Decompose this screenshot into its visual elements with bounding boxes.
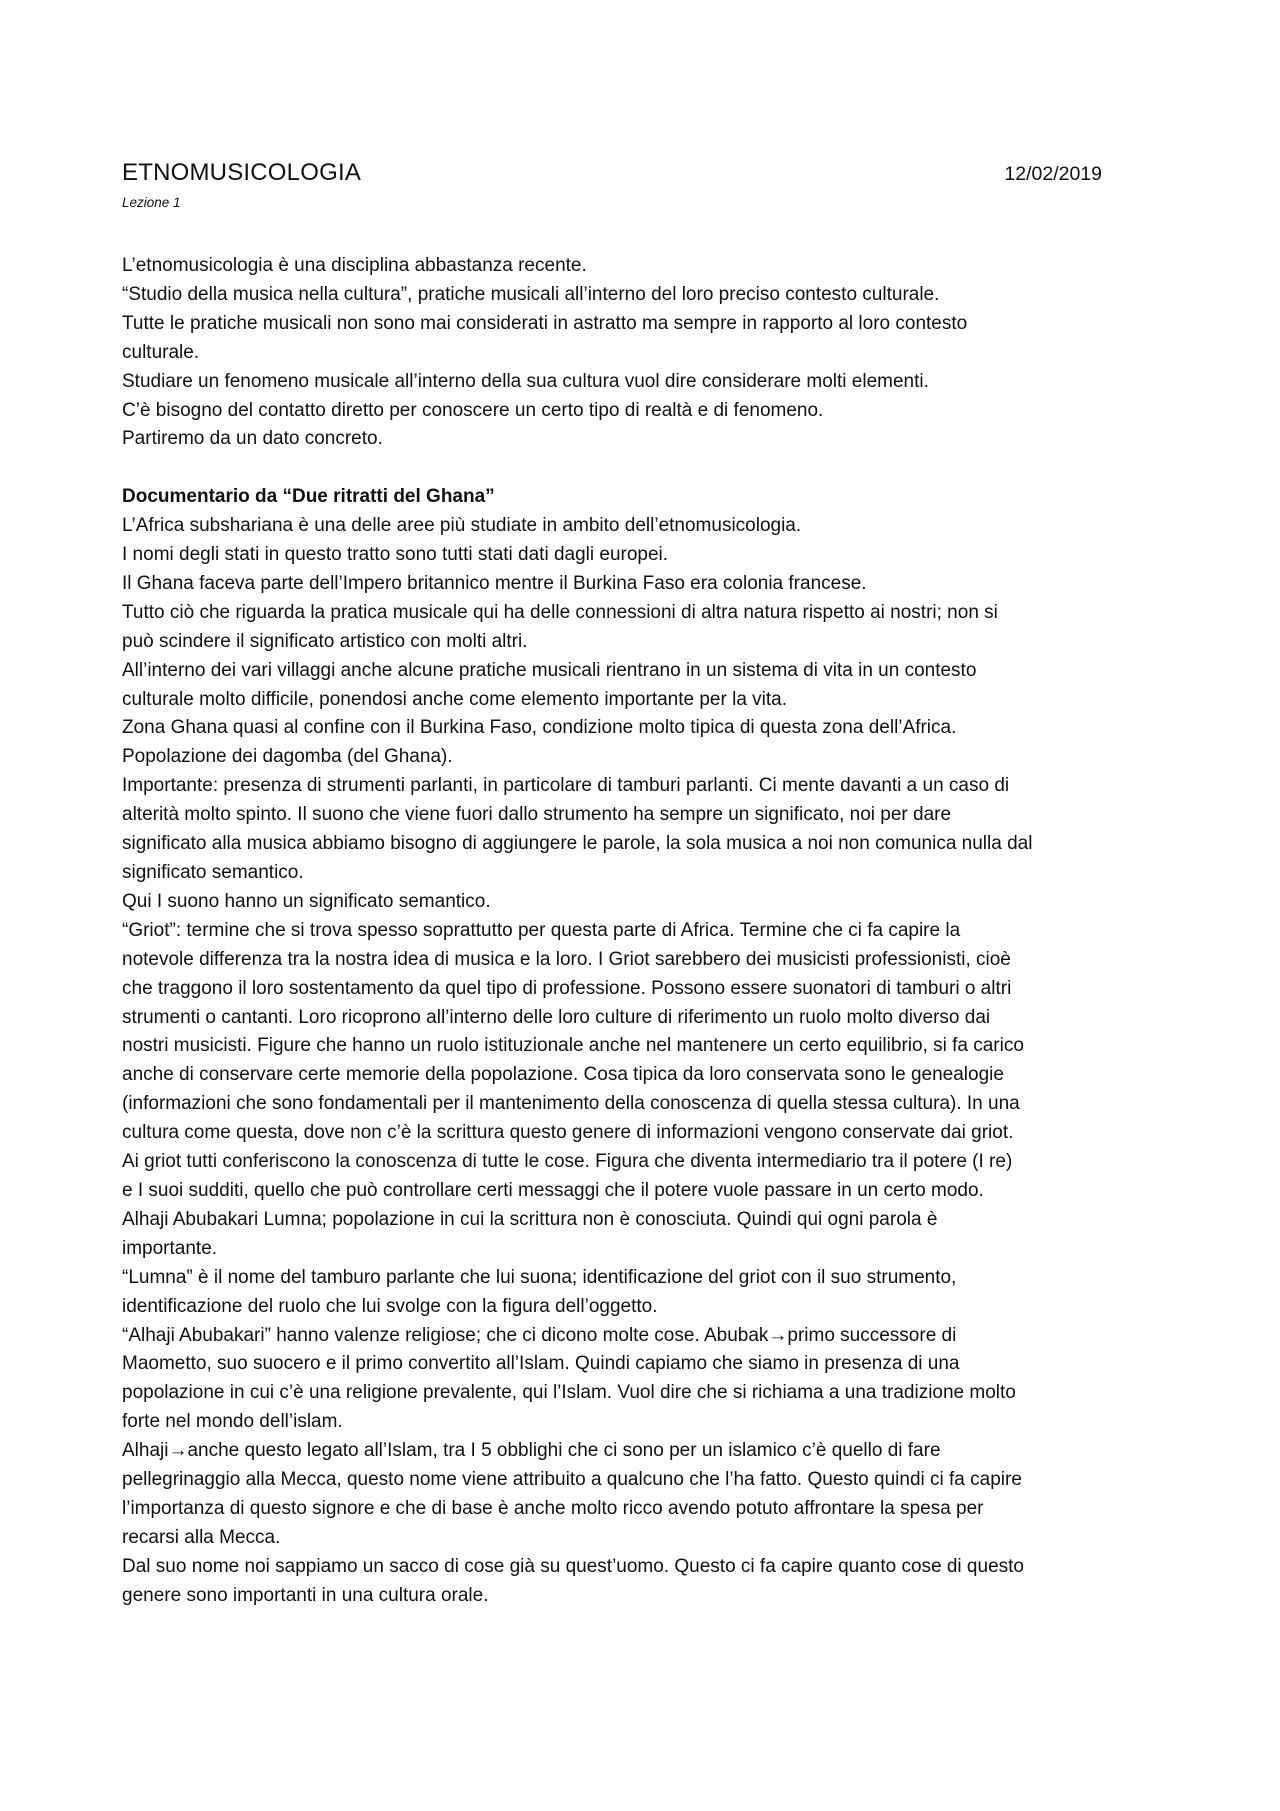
text-line: significato alla musica abbiamo bisogno di aggiungere le parole, la sola musica a noi non comunica nulla dal [122, 833, 1033, 855]
text-line: Alhaji→anche questo legato all’Islam, tra I 5 obblighi che ci sono per un islamico c’è quello di fare [122, 1440, 941, 1462]
text-line: che traggono il loro sostentamento da quel tipo di professione. Possono essere suonatori di tamburi o altri [122, 977, 1012, 999]
text-line: alterità molto spinto. Il suono che viene fuori dallo strumento ha sempre un significato, noi per dare [122, 804, 952, 826]
text-line: l’importanza di questo signore e che di base è anche molto ricco avendo potuto affrontare la spesa per [122, 1497, 984, 1519]
text-line: significato semantico. [122, 862, 304, 884]
paragraph-spacer [122, 454, 1166, 483]
text-line: identificazione del ruolo che lui svolge con la figura dell’oggetto. [122, 1295, 658, 1317]
text-line: L’Africa subshariana è una delle aree più studiate in ambito dell’etnomusicologia. [122, 515, 802, 537]
text-line: Ai griot tutti conferiscono la conoscenza di tutte le cose. Figura che diventa intermediario tra il potere (I re) [122, 1151, 1013, 1173]
text-line: importante. [122, 1237, 218, 1259]
intro-paragraph [122, 252, 1166, 454]
text-line: notevole differenza tra la nostra idea di musica e la loro. I Griot sarebbero dei musicisti professionisti, cioè [122, 948, 1011, 970]
text-line: e I suoi sudditi, quello che può controllare certi messaggi che il potere vuole passare in un certo modo. [122, 1179, 984, 1201]
text-line: può scindere il significato artistico con molti altri. [122, 630, 528, 652]
document-header [122, 158, 1166, 188]
text-line: Popolazione dei dagomba (del Ghana). [122, 746, 453, 768]
text-line: Tutto ciò che riguarda la pratica musicale qui ha delle connessioni di altra natura rispetto ai nostri; non si [122, 601, 998, 623]
text-line: genere sono importanti in una cultura orale. [122, 1584, 489, 1606]
document-date: 12/02/2019 [1004, 163, 1102, 185]
text-line: Qui I suono hanno un significato semantico. [122, 890, 491, 912]
text-line: Studiare un fenomeno musicale all’interno della sua cultura vuol dire considerare molti elementi. [122, 370, 929, 392]
text-line: All’interno dei vari villaggi anche alcune pratiche musicali rientrano in un sistema di vita in un contesto [122, 659, 977, 681]
text-line: (informazioni che sono fondamentali per il mantenimento della conoscenza di quella stessa cultura). In una [122, 1093, 1020, 1115]
text-line: recarsi alla Mecca. [122, 1526, 281, 1548]
text-line: “Lumna” è il nome del tamburo parlante che lui suona; identificazione del griot con il suo strumento, [122, 1266, 957, 1288]
text-line: Tutte le pratiche musicali non sono mai considerati in astratto ma sempre in rapporto al loro contesto [122, 312, 968, 334]
text-line: forte nel mondo dell’islam. [122, 1411, 343, 1433]
text-line: Il Ghana faceva parte dell’Impero britannico mentre il Burkina Faso era colonia francese. [122, 572, 867, 594]
text-line: Importante: presenza di strumenti parlanti, in particolare di tamburi parlanti. Ci mente davanti a un caso di [122, 775, 1010, 797]
text-line: C’è bisogno del contatto diretto per conoscere un certo tipo di realtà e di fenomeno. [122, 399, 824, 421]
document-page [122, 158, 1166, 1611]
text-line: anche di conservare certe memorie della popolazione. Cosa tipica da loro conservata sono le genealogie [122, 1064, 1004, 1086]
section-heading: Documentario da “Due ritratti del Ghana” [122, 486, 495, 508]
text-line: “Griot”: termine che si trova spesso soprattutto per questa parte di Africa. Termine che ci fa capire la [122, 919, 961, 941]
text-line: I nomi degli stati in questo tratto sono tutti stati dati dagli europei. [122, 544, 669, 566]
text-line: culturale. [122, 341, 200, 363]
text-line: “Studio della musica nella cultura”, pratiche musicali all’interno del loro preciso contesto culturale. [122, 283, 940, 305]
text-line: Dal suo nome noi sappiamo un sacco di cose già su quest’uomo. Questo ci fa capire quanto cose di questo [122, 1555, 1024, 1577]
text-line: Maometto, suo suocero e il primo convertito all’Islam. Quindi capiamo che siamo in presenza di una [122, 1353, 960, 1375]
text-line: Zona Ghana quasi al confine con il Burkina Faso, condizione molto tipica di questa zona dell’Africa. [122, 717, 957, 739]
text-line: culturale molto difficile, ponendosi anche come elemento importante per la vita. [122, 688, 788, 710]
text-line: strumenti o cantanti. Loro ricoprono all’interno delle loro culture di riferimento un ruolo molto diverso dai [122, 1006, 991, 1028]
text-line: cultura come questa, dove non c’è la scrittura questo genere di informazioni vengono conservate dai griot. [122, 1122, 1014, 1144]
text-line: Alhaji Abubakari Lumna; popolazione in cui la scrittura non è conosciuta. Quindi qui ogni parola è [122, 1208, 938, 1230]
text-line: “Alhaji Abubakari” hanno valenze religiose; che ci dicono molte cose. Abubak→primo successore di [122, 1324, 957, 1346]
text-line: nostri musicisti. Figure che hanno un ruolo istituzionale anche nel mantenere un certo equilibrio, si fa carico [122, 1035, 1024, 1057]
text-line: L’etnomusicologia è una disciplina abbastanza recente. [122, 255, 587, 276]
section-paragraph [122, 512, 1166, 1610]
document-body [122, 252, 1166, 1611]
text-line: Partiremo da un dato concreto. [122, 428, 383, 450]
lesson-label: Lezione 1 [122, 195, 181, 210]
document-title: ETNOMUSICOLOGIA [122, 159, 362, 186]
text-line: pellegrinaggio alla Mecca, questo nome viene attribuito a qualcuno che l’ha fatto. Questo quindi ci fa capire [122, 1469, 1022, 1491]
text-line: popolazione in cui c’è una religione prevalente, qui l’Islam. Vuol dire che si richiama a una tradizione molto [122, 1382, 1016, 1404]
